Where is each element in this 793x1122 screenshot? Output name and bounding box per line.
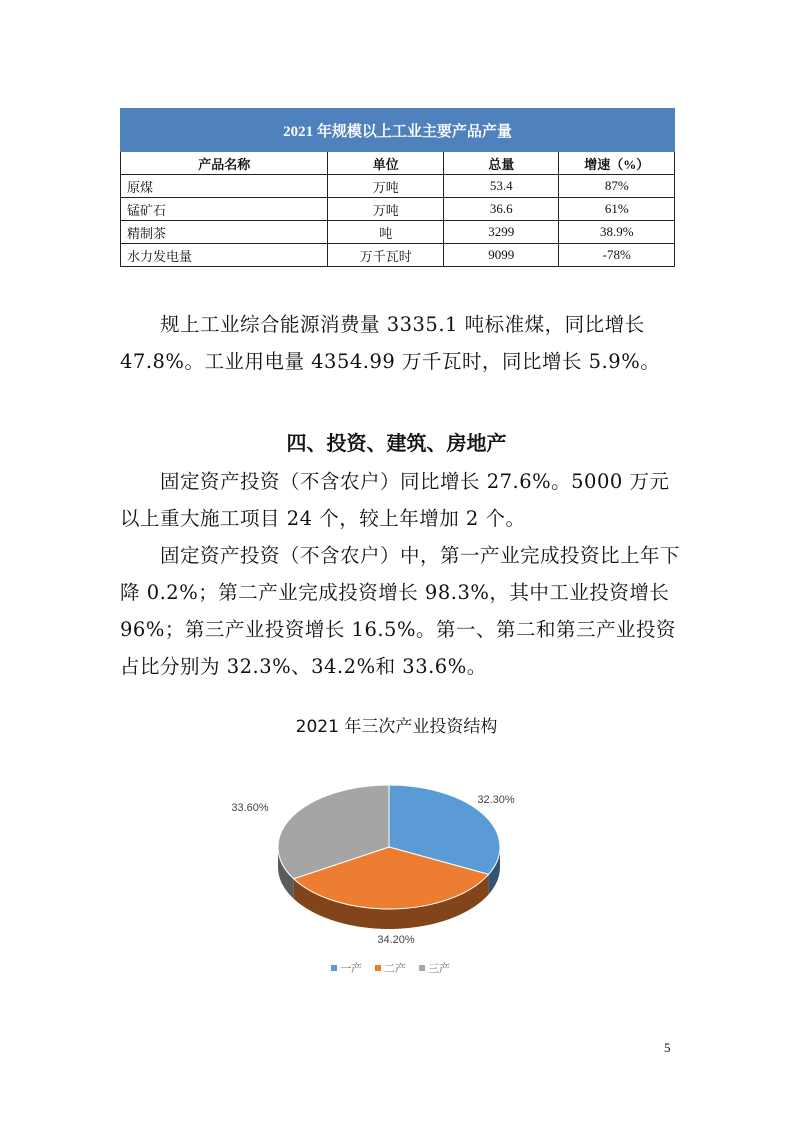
energy-paragraph: 规上工业综合能源消费量 3335.1 吨标准煤，同比增长 47.8%。工业用电量 4354.99 万千瓦时，同比增长 5.9%。 [120,313,661,373]
chart-title: 2021 年三次产业投资结构 [295,717,498,737]
cell-unit: 万吨 [328,198,444,221]
cell-growth: 38.9% [559,221,675,244]
investment-paragraph-2: 固定资产投资（不含农户）中，第一产业完成投资比上年下降 0.2%；第二产业完成投资增长 98.3%，其中工业投资增长 96%；第三产业投资增长 16.5%。第一、第二和第三产业投资占比分别为 32.3%、34.2%和 33.6%。 [120,544,681,678]
cell-total: 36.6 [443,198,559,221]
section-heading: 四、投资、建筑、房地产 [286,431,507,455]
header-total: 总量 [443,152,559,175]
cell-product: 精制茶 [121,221,328,244]
data-label-二产: 34.20% [377,934,415,946]
data-label-三产: 33.60% [231,802,269,814]
cell-product: 水力发电量 [121,244,328,267]
cell-unit: 万千瓦时 [328,244,444,267]
header-product-name: 产品名称 [121,152,328,175]
legend-swatch-三产 [419,965,425,971]
data-label-一产: 32.30% [477,794,515,806]
table-row [121,175,675,198]
cell-growth: 87% [559,175,675,198]
investment-paragraph-1: 固定资产投资（不含农户）同比增长 27.6%。5000 万元以上重大施工项目 24 个，较上年增加 2 个。 [120,470,670,530]
header-unit: 单位 [328,152,444,175]
cell-total: 53.4 [443,175,559,198]
pie-chart [200,750,600,990]
cell-unit: 吨 [328,221,444,244]
table-row [121,198,675,221]
table-row [121,221,675,244]
cell-growth: 61% [559,198,675,221]
cell-product: 原煤 [121,175,328,198]
legend-swatch-二产 [375,965,381,971]
cell-growth: -78% [559,244,675,267]
table-row [121,244,675,267]
cell-product: 锰矿石 [121,198,328,221]
header-growth: 增速（%） [559,152,675,175]
cell-total: 3299 [443,221,559,244]
table-title: 2021 年规模以上工业主要产品产量 [121,109,675,152]
legend-label-一产: 一产 [340,962,362,975]
legend-swatch-一产 [331,965,337,971]
legend-label-三产: 三产 [428,962,450,975]
table-header-row [121,152,675,175]
cell-unit: 万吨 [328,175,444,198]
page-number: 5 [664,1040,671,1055]
production-table [120,108,675,267]
cell-total: 9099 [443,244,559,267]
legend-label-二产: 二产 [384,962,406,975]
